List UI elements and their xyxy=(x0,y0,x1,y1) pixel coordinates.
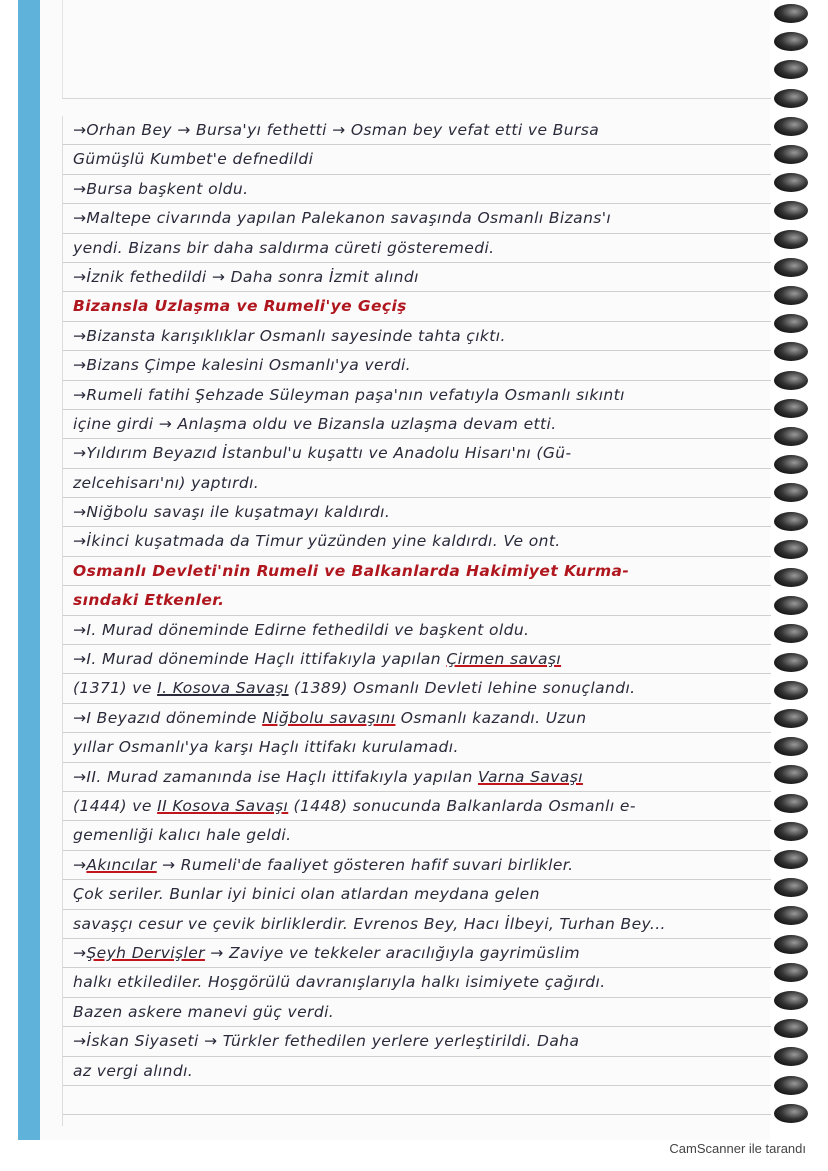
spiral-binding xyxy=(772,0,828,1140)
note-text: →Bizansta karışıklıklar Osmanlı sayesinde tahta çıktı. xyxy=(73,326,506,345)
spiral-ring-icon xyxy=(774,258,808,277)
spiral-ring-icon xyxy=(774,1104,808,1123)
note-text: →I Beyazıd döneminde xyxy=(73,708,263,727)
note-text: gemenliği kalıcı hale geldi. xyxy=(73,826,292,845)
note-text: → Zaviye ve tekkeler aracılığıyla gayrimüslim xyxy=(204,943,581,962)
spiral-ring-icon xyxy=(774,878,808,897)
note-line xyxy=(63,821,771,850)
spiral-ring-icon xyxy=(774,681,808,700)
spiral-ring-icon xyxy=(774,568,808,587)
note-line xyxy=(63,1057,771,1086)
note-text: →Bursa başkent oldu. xyxy=(73,179,249,198)
note-line xyxy=(63,439,771,468)
notebook-blue-edge xyxy=(18,0,40,1140)
note-line xyxy=(63,704,771,733)
note-line xyxy=(63,498,771,527)
spiral-ring-icon xyxy=(774,286,808,305)
note-line xyxy=(63,322,771,351)
note-text: savaşçı cesur ve çevik birliklerdir. Evrenos Bey, Hacı İlbeyi, Turhan Bey... xyxy=(73,914,666,933)
spiral-ring-icon xyxy=(774,512,808,531)
note-line xyxy=(63,674,771,703)
note-line xyxy=(63,763,771,792)
note-line xyxy=(63,234,771,263)
note-text: (1444) ve xyxy=(73,796,158,815)
spiral-ring-icon xyxy=(774,399,808,418)
spiral-ring-icon xyxy=(774,371,808,390)
note-line xyxy=(63,645,771,674)
spiral-ring-icon xyxy=(774,1047,808,1066)
note-text: →İkinci kuşatmada da Timur yüzünden yine kaldırdı. Ve ont. xyxy=(73,532,561,551)
spiral-ring-icon xyxy=(774,765,808,784)
scanner-watermark: CamScanner ile tarandı xyxy=(669,1141,806,1156)
left-margin xyxy=(0,0,18,1140)
spiral-ring-icon xyxy=(774,991,808,1010)
spiral-ring-icon xyxy=(774,201,808,220)
note-text: Gümüşlü Kumbet'e defnedildi xyxy=(73,150,314,169)
note-text: I. Kosova Savaşı xyxy=(157,679,289,698)
note-text: →İskan Siyaseti → Türkler fethedilen yerlere yerleştirildi. Daha xyxy=(73,1032,580,1051)
spiral-ring-icon xyxy=(774,906,808,925)
note-text: Varna Savaşı xyxy=(478,767,583,786)
note-text: →Maltepe civarında yapılan Palekanon savaşında Osmanlı Bizans'ı xyxy=(73,209,612,228)
note-text: Bizansla Uzlaşma ve Rumeli'ye Geçiş xyxy=(73,297,407,316)
spiral-ring-icon xyxy=(774,1019,808,1038)
note-line xyxy=(63,939,771,968)
note-text: → xyxy=(73,855,87,874)
note-line xyxy=(63,351,771,380)
note-line xyxy=(63,1086,771,1115)
note-text: →Niğbolu savaşı ile kuşatmayı kaldırdı. xyxy=(73,503,391,522)
note-line xyxy=(63,733,771,762)
note-line xyxy=(63,175,771,204)
spiral-ring-icon xyxy=(774,89,808,108)
note-line xyxy=(63,616,771,645)
note-text: → xyxy=(73,943,87,962)
note-line xyxy=(63,527,771,556)
spiral-ring-icon xyxy=(774,737,808,756)
spiral-ring-icon xyxy=(774,935,808,954)
note-text: →İznik fethedildi → Daha sonra İzmit alındı xyxy=(73,267,419,286)
note-line xyxy=(63,792,771,821)
spiral-ring-icon xyxy=(774,314,808,333)
spiral-ring-icon xyxy=(774,822,808,841)
note-text: Akıncılar xyxy=(86,855,157,874)
spiral-ring-icon xyxy=(774,4,808,23)
note-text: Niğbolu savaşını xyxy=(262,708,396,727)
note-text: →I. Murad döneminde Edirne fethedildi ve başkent oldu. xyxy=(73,620,530,639)
spiral-ring-icon xyxy=(774,709,808,728)
note-line xyxy=(63,381,771,410)
spiral-ring-icon xyxy=(774,145,808,164)
note-text: (1389) Osmanlı Devleti lehine sonuçlandı. xyxy=(288,679,636,698)
note-line xyxy=(63,968,771,997)
spiral-ring-icon xyxy=(774,540,808,559)
spiral-ring-icon xyxy=(774,342,808,361)
note-text: Osmanlı kazandı. Uzun xyxy=(395,708,587,727)
note-text: →I. Murad döneminde Haçlı ittifakıyla yapılan xyxy=(73,650,447,669)
spiral-ring-icon xyxy=(774,455,808,474)
spiral-ring-icon xyxy=(774,1076,808,1095)
note-text: yıllar Osmanlı'ya karşı Haçlı ittifakı kurulamadı. xyxy=(73,738,459,757)
note-line xyxy=(63,204,771,233)
spiral-ring-icon xyxy=(774,173,808,192)
page-header-area xyxy=(62,0,771,99)
note-line xyxy=(63,998,771,1027)
note-text: →Yıldırım Beyazıd İstanbul'u kuşattı ve Anadolu Hisarı'nı (Gü- xyxy=(73,444,572,463)
note-text: yendi. Bizans bir daha saldırma cüreti gösteremedi. xyxy=(73,238,495,257)
note-text: →Rumeli fatihi Şehzade Süleyman paşa'nın vefatıyla Osmanlı sıkıntı xyxy=(73,385,625,404)
spiral-ring-icon xyxy=(774,653,808,672)
spiral-ring-icon xyxy=(774,850,808,869)
note-text: Çirmen savaşı xyxy=(446,650,562,669)
note-line xyxy=(63,880,771,909)
note-text: içine girdi → Anlaşma oldu ve Bizansla uzlaşma devam etti. xyxy=(73,414,557,433)
spiral-ring-icon xyxy=(774,483,808,502)
spiral-ring-icon xyxy=(774,117,808,136)
note-text: sındaki Etkenler. xyxy=(73,591,225,610)
note-line xyxy=(63,586,771,615)
spiral-ring-icon xyxy=(774,794,808,813)
note-line xyxy=(63,851,771,880)
note-line xyxy=(63,116,771,145)
spiral-ring-icon xyxy=(774,230,808,249)
note-line xyxy=(63,910,771,939)
note-text: Osmanlı Devleti'nin Rumeli ve Balkanlarda Hakimiyet Kurma- xyxy=(73,561,630,580)
note-text: (1448) sonucunda Balkanlarda Osmanlı e- xyxy=(288,796,636,815)
note-line xyxy=(63,145,771,174)
note-text: II Kosova Savaşı xyxy=(157,796,289,815)
note-text: →II. Murad zamanında ise Haçlı ittifakıyla yapılan xyxy=(73,767,479,786)
note-line xyxy=(63,469,771,498)
note-line xyxy=(63,410,771,439)
ruled-note-lines xyxy=(62,116,771,1126)
note-text: (1371) ve xyxy=(73,679,158,698)
spiral-ring-icon xyxy=(774,32,808,51)
note-text: →Bizans Çimpe kalesini Osmanlı'ya verdi. xyxy=(73,356,411,375)
spiral-ring-icon xyxy=(774,596,808,615)
note-text: Bazen askere manevi güç verdi. xyxy=(73,1002,335,1021)
note-text: → Rumeli'de faaliyet gösteren hafif suvari birlikler. xyxy=(156,855,574,874)
spiral-ring-icon xyxy=(774,427,808,446)
spiral-ring-icon xyxy=(774,963,808,982)
note-text: zelcehisarı'nı) yaptırdı. xyxy=(73,473,260,492)
note-line xyxy=(63,263,771,292)
note-text: →Orhan Bey → Bursa'yı fethetti → Osman bey vefat etti ve Bursa xyxy=(73,121,600,139)
note-text: az vergi alındı. xyxy=(73,1061,194,1080)
spiral-ring-icon xyxy=(774,624,808,643)
note-line xyxy=(63,292,771,321)
note-text: halkı etkilediler. Hoşgörülü davranışlarıyla halkı isimiyete çağırdı. xyxy=(73,973,606,992)
note-line xyxy=(63,1027,771,1056)
note-text: Çok seriler. Bunlar iyi binici olan atlardan meydana gelen xyxy=(73,885,540,904)
note-line xyxy=(63,557,771,586)
note-text: Şeyh Dervişler xyxy=(86,943,205,962)
spiral-ring-icon xyxy=(774,60,808,79)
